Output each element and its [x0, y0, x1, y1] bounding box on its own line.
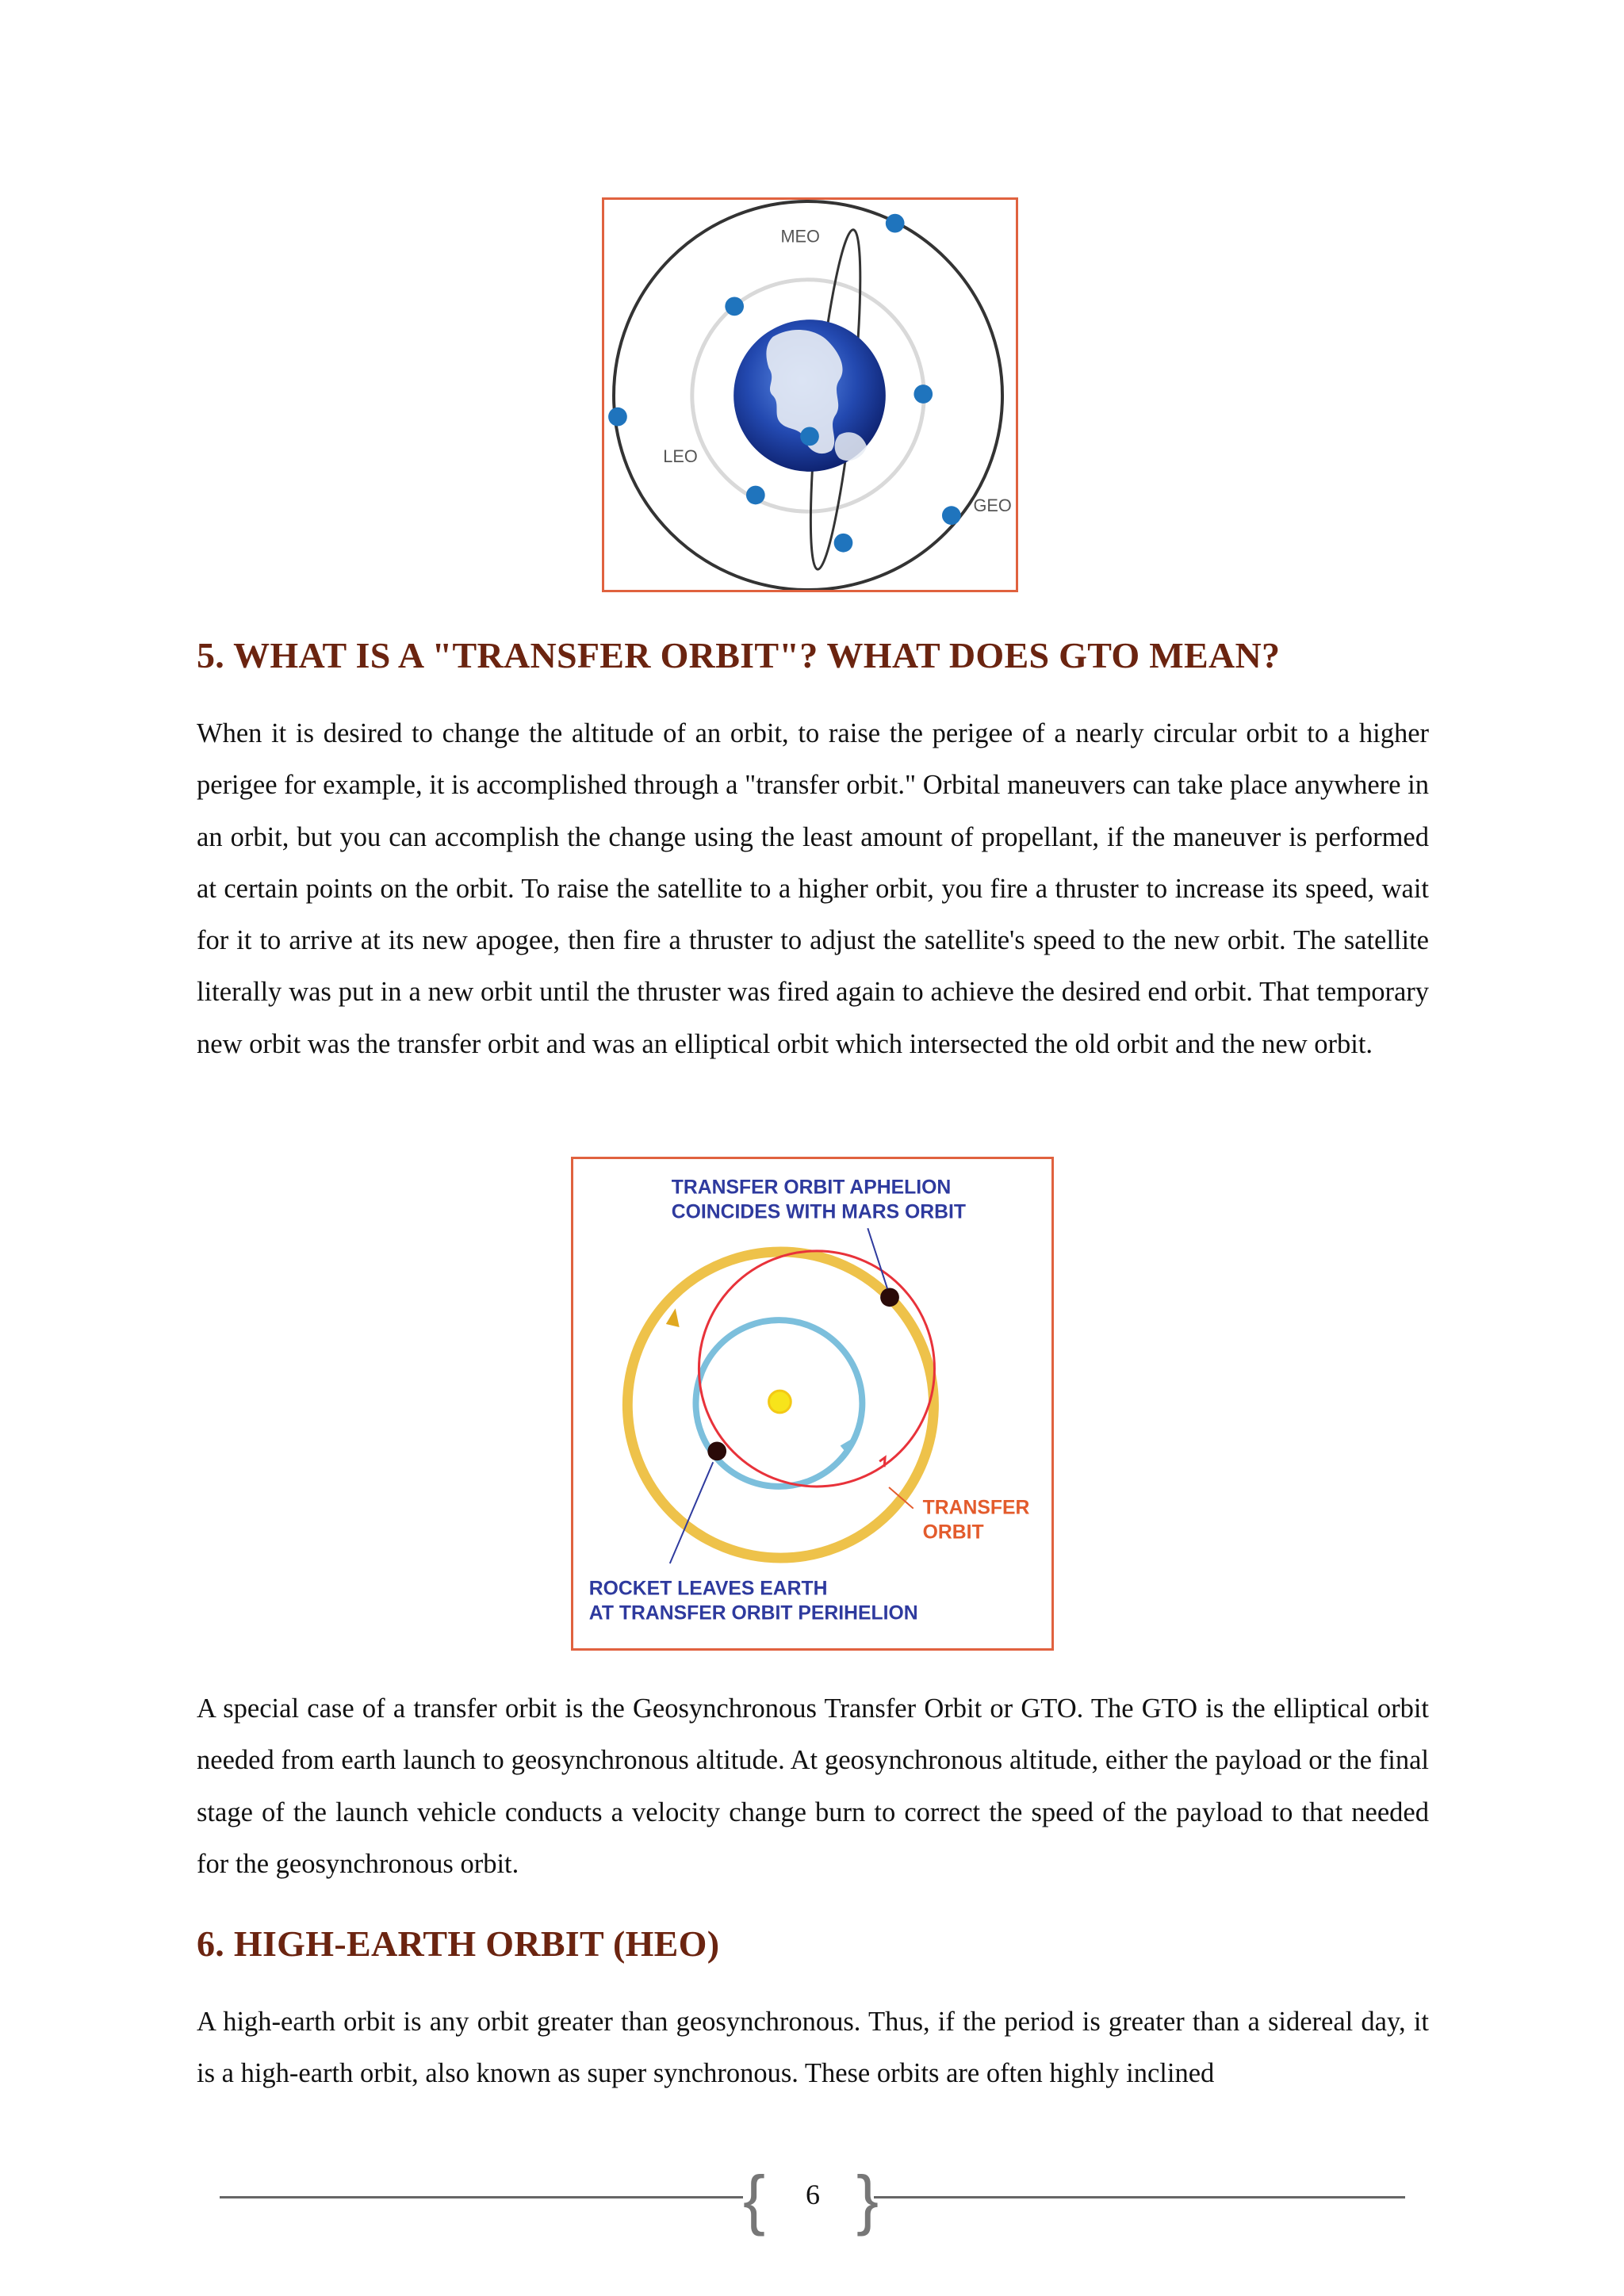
section-5-paragraph-2: A special case of a transfer orbit is the Geosynchronous Transfer Orbit or GTO. The GTO is the elliptical orbit needed from earth launch to geosynchronous altitude. At geosynchronous altitude, either the payload or the final stage of the launch vehicle conducts a velocity change burn to correct the speed of the payload to that needed for the geosynchronous orbit.: [197, 1693, 1429, 1879]
satellite-icon: [886, 214, 905, 233]
satellite-icon: [942, 506, 961, 525]
section-5-paragraph-1: When it is desired to change the altitude of an orbit, to raise the perigee of a nearly circular orbit to a higher perigee for example, it is accomplished through a "transfer orbit." Orbital maneuvers can take place anywhere in an orbit, but you can accomplish the change using the least amount of propellant, if the maneuver is performed at certain points on the orbit. To raise the satellite to a higher orbit, you fire a thruster to increase its speed, wait for it to arrive at its new apogee, then fire a thruster to adjust the satellite's speed to the new orbit. The satellite literally was put in a new orbit until the thruster was fired again to achieve the desired end orbit. That temporary new orbit was the transfer orbit and was an elliptical orbit which intersected the old orbit and the new orbit.: [197, 718, 1429, 1059]
transfer-orbit-diagram: [571, 1157, 1054, 1651]
transfer-label-line-2: ORBIT: [922, 1521, 984, 1544]
leo-label: LEO: [663, 446, 698, 466]
transfer-orbit-svg: [573, 1159, 1051, 1648]
mars-position-marker: [880, 1288, 899, 1307]
aphelion-label-line-2: COINCIDES WITH MARS ORBIT: [671, 1201, 967, 1223]
footer-rule-left: [220, 2196, 743, 2198]
transfer-orbit: [699, 1251, 934, 1487]
geo-label: GEO: [973, 496, 1012, 516]
orbits-diagram: [602, 197, 1018, 592]
section-6-paragraph: A high-earth orbit is any orbit greater than geosynchronous. Thus, if the period is greater than a sidereal day, it is a high-earth orbit, also known as super synchronous. These orbits are often highly inclined: [197, 2007, 1429, 2089]
satellite-icon: [746, 486, 765, 505]
section-5-heading: 5. WHAT IS A "TRANSFER ORBIT"? WHAT DOES GTO MEAN?: [197, 635, 1281, 675]
satellite-icon: [608, 408, 627, 427]
page-number: 6: [806, 2179, 820, 2210]
perihelion-label-line-2: AT TRANSFER ORBIT PERIHELION: [588, 1602, 918, 1624]
satellite-icon: [800, 427, 819, 446]
orbits-diagram-svg: [604, 200, 1016, 590]
transfer-label-line-1: TRANSFER: [922, 1497, 1030, 1519]
meo-label: MEO: [780, 226, 820, 247]
satellite-icon: [834, 534, 853, 553]
perihelion-label-line-1: ROCKET LEAVES EARTH: [588, 1578, 828, 1600]
mars-orbit-arrow-icon: [666, 1308, 680, 1327]
aphelion-label-line-1: TRANSFER ORBIT APHELION: [671, 1177, 952, 1199]
sun-icon: [769, 1391, 791, 1413]
satellite-icon: [725, 297, 744, 316]
footer-brace-left: {: [743, 2162, 766, 2237]
footer-rule-right: [874, 2196, 1405, 2198]
satellite-icon: [914, 385, 933, 404]
earth-position-marker: [707, 1442, 726, 1461]
footer-brace-right: }: [856, 2162, 879, 2237]
section-6-heading: 6. HIGH-EARTH ORBIT (HEO): [197, 1923, 720, 1964]
